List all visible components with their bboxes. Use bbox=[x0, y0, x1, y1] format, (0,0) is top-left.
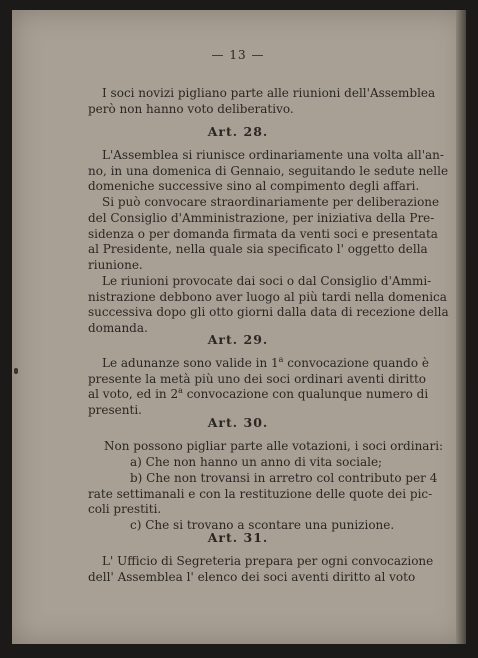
art29-line-3-b: convocazione con qualunque numero di bbox=[182, 387, 429, 401]
art29-line-1-a: Le adunanze sono valide in 1 bbox=[102, 356, 279, 370]
art31-line-2: dell' Assemblea l' elenco dei soci aventi diritto al voto bbox=[88, 570, 416, 584]
art29-line-3-a: al voto, ed in 2 bbox=[88, 387, 179, 401]
margin-ink-mark bbox=[14, 368, 18, 374]
art31-line-1: L' Ufficio di Segreteria prepara per ogni convocazione bbox=[102, 554, 434, 568]
article-31-heading: Art. 31. bbox=[207, 530, 269, 545]
document-page bbox=[12, 10, 466, 644]
intro-line-2: però non hanno voto deliberativo. bbox=[88, 102, 294, 116]
art30-item-b-cont-1: rate settimanali e con la restituzione delle quote dei pic- bbox=[88, 487, 433, 501]
art30-item-c: c) Che si trovano a scontare una punizione. bbox=[130, 518, 395, 532]
art30-item-a: a) Che non hanno un anno di vita sociale; bbox=[130, 455, 383, 469]
page-number: — 13 — bbox=[211, 48, 265, 62]
art29-line-2: presente la metà più uno dei soci ordinari aventi diritto bbox=[88, 372, 427, 386]
art30-line-1: Non possono pigliar parte alle votazioni, i soci ordinari: bbox=[104, 439, 444, 453]
art28-line-6: sidenza o per domanda firmata da venti soci e presentata bbox=[88, 227, 438, 241]
art28-line-8: riunione. bbox=[88, 258, 143, 272]
art28-line-9: Le riunioni provocate dai soci o dal Consiglio d'Ammi- bbox=[102, 274, 432, 288]
article-30-heading: Art. 30. bbox=[207, 415, 269, 430]
art29-line-3 bbox=[88, 386, 429, 402]
intro-line-1: I soci novizi pigliano parte alle riunioni dell'Assemblea bbox=[102, 86, 436, 100]
art30-item-b: b) Che non trovansi in arretro col contributo per 4 bbox=[130, 471, 438, 485]
art29-line-1 bbox=[102, 355, 429, 371]
art28-line-1: L'Assemblea si riunisce ordinariamente una volta all'an- bbox=[102, 148, 444, 162]
art28-line-3: domeniche successive sino al compimento degli affari. bbox=[88, 179, 420, 193]
art28-line-11: successiva dopo gli otto giorni dalla data di recezione della bbox=[88, 305, 449, 319]
art28-line-10: nistrazione debbono aver luogo al più tardi nella domenica bbox=[88, 290, 447, 304]
article-29-heading: Art. 29. bbox=[207, 332, 269, 347]
art28-line-12: domanda. bbox=[88, 321, 148, 335]
art28-line-7: al Presidente, nella quale sia specificato l' oggetto della bbox=[88, 242, 428, 256]
art29-superscript-2: a bbox=[178, 386, 183, 395]
art29-line-4: presenti. bbox=[88, 403, 142, 417]
article-28-heading: Art. 28. bbox=[207, 124, 269, 139]
art28-line-4: Si può convocare straordinariamente per deliberazione bbox=[102, 195, 440, 209]
page-edge-shadow bbox=[456, 10, 466, 644]
art29-superscript-1: a bbox=[278, 355, 284, 364]
art30-item-b-cont-2: coli prestiti. bbox=[88, 502, 162, 516]
art28-line-2: no, in una domenica di Gennaio, seguitando le sedute nelle bbox=[88, 164, 449, 178]
art29-line-1-b: convocazione quando è bbox=[283, 356, 429, 370]
art28-line-5: del Consiglio d'Amministrazione, per iniziativa della Pre- bbox=[88, 211, 435, 225]
